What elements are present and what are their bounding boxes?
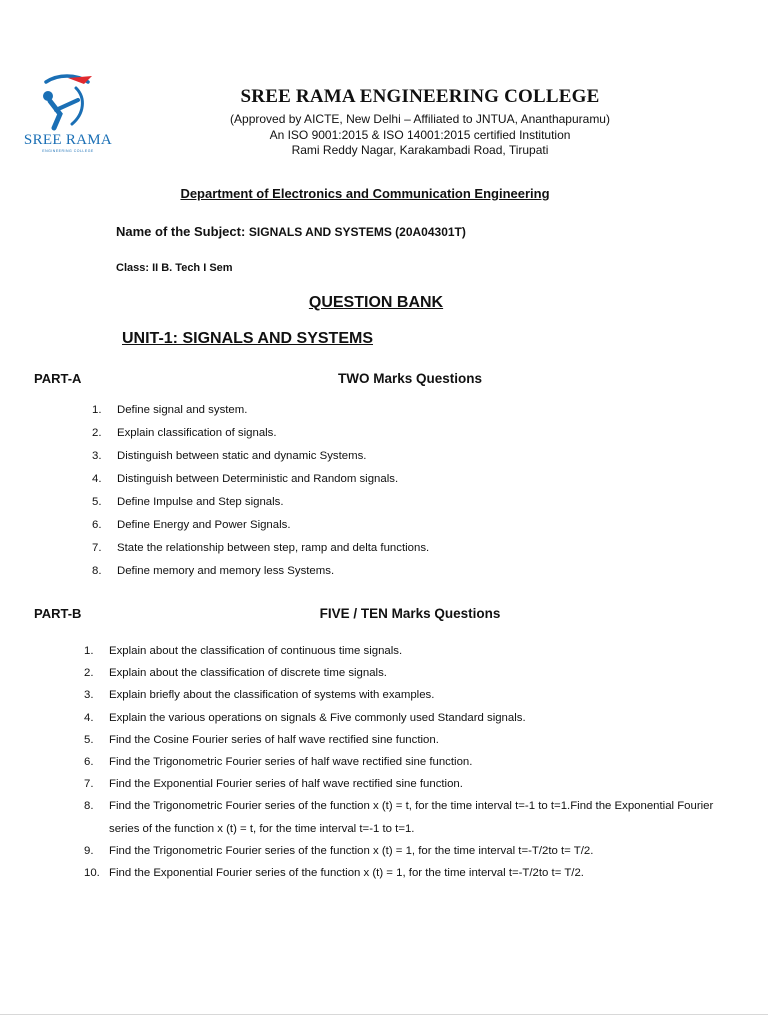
list-item [92,496,429,519]
list-item [92,427,429,450]
question-number: 2. [92,427,102,439]
list-item [84,662,734,684]
logo-name: SREE RAMA [23,132,113,148]
question-number: 5. [92,496,102,508]
list-item [84,751,734,773]
question-number: 7. [84,778,94,791]
address-line: Rami Reddy Nagar, Karakambadi Road, Tirupati [291,143,549,157]
question-text: Define memory and memory less Systems. [117,565,335,577]
question-text: Define Energy and Power Signals. [117,519,291,531]
question-number: 5. [84,733,94,746]
part-a-question-list [92,404,429,588]
page-bottom-divider [0,1014,768,1015]
list-item [84,684,734,706]
question-text: Explain about the classification of discrete time signals. [109,667,387,680]
question-text: Distinguish between static and dynamic Systems. [117,450,367,462]
part-a-label: PART-A [34,371,82,386]
question-text: Explain classification of signals. [117,427,277,439]
subject-label: Name of the Subject: [116,224,246,239]
list-item [84,840,734,862]
question-number: 1. [84,645,94,657]
question-number: 3. [92,450,102,462]
list-item [92,473,429,496]
list-item [84,773,734,795]
question-text: Find the Exponential Fourier series of half wave rectified sine function. [109,778,463,791]
list-item [84,640,734,662]
question-text: State the relationship between step, ramp and delta functions. [117,542,430,554]
list-item [84,862,734,884]
part-b-title: FIVE / TEN Marks Questions [319,606,501,621]
part-b-label: PART-B [34,606,82,621]
list-item [84,795,734,839]
college-name: SREE RAMA ENGINEERING COLLEGE [240,86,600,107]
department-title: Department of Electronics and Communication Engineering [180,186,550,201]
list-item [92,450,429,473]
list-item [84,729,734,751]
list-item [92,565,429,588]
list-item [92,542,429,565]
question-text: Define Impulse and Step signals. [117,496,284,508]
question-number: 10. [84,867,100,880]
college-header [120,86,720,159]
subject-value: SIGNALS AND SYSTEMS (20A04301T) [248,225,466,239]
question-text: Find the Trigonometric Fourier series of half wave rectified sine function. [109,756,473,769]
question-number: 7. [92,542,102,554]
question-number: 8. [92,565,102,577]
list-item [92,519,429,542]
question-text: Find the Exponential Fourier series of the function x (t) = 1, for the time interval t=-T/2to t= T/2. [109,867,584,880]
question-text: Distinguish between Deterministic and Random signals. [117,473,399,485]
question-number: 4. [92,473,102,485]
question-number: 2. [84,667,94,680]
part-a-title: TWO Marks Questions [337,371,483,386]
part-b-question-list [84,640,734,884]
question-text: Explain about the classification of continuous time signals. [109,645,403,657]
class-line: Class: II B. Tech I Sem [116,262,233,274]
approval-line: (Approved by AICTE, New Delhi – Affiliated to JNTUA, Ananthapuramu) [230,112,610,126]
question-text: Define signal and system. [117,404,248,416]
question-number: 6. [84,756,94,769]
logo-tagline: ENGINEERING COLLEGE [42,149,94,153]
question-number: 3. [84,689,94,702]
question-number: 4. [84,711,94,724]
unit-title: UNIT-1: SIGNALS AND SYSTEMS [122,330,373,347]
question-text: Find the Cosine Fourier series of half wave rectified sine function. [109,733,439,746]
question-bank-title: QUESTION BANK [308,294,444,311]
question-text: Explain briefly about the classification of systems with examples. [109,689,435,702]
question-number: 6. [92,519,102,531]
question-text: Find the Trigonometric Fourier series of the function x (t) = t, for the time interval t=-1 to t=1.Find the Exponential Fourier series of the function x (t) = t, for the time interval t=-1 to t=1. [109,800,714,835]
question-number: 1. [92,404,102,416]
iso-line: An ISO 9001:2015 & ISO 14001:2015 certified Institution [269,127,571,142]
question-number: 8. [84,800,94,813]
subject-line [116,224,466,239]
list-item [84,707,734,729]
question-text: Explain the various operations on signals & Five commonly used Standard signals. [109,711,526,724]
question-number: 9. [84,844,94,857]
question-text: Find the Trigonometric Fourier series of the function x (t) = 1, for the time interval t=-T/2to t= T/2. [109,844,594,857]
list-item [92,404,429,427]
